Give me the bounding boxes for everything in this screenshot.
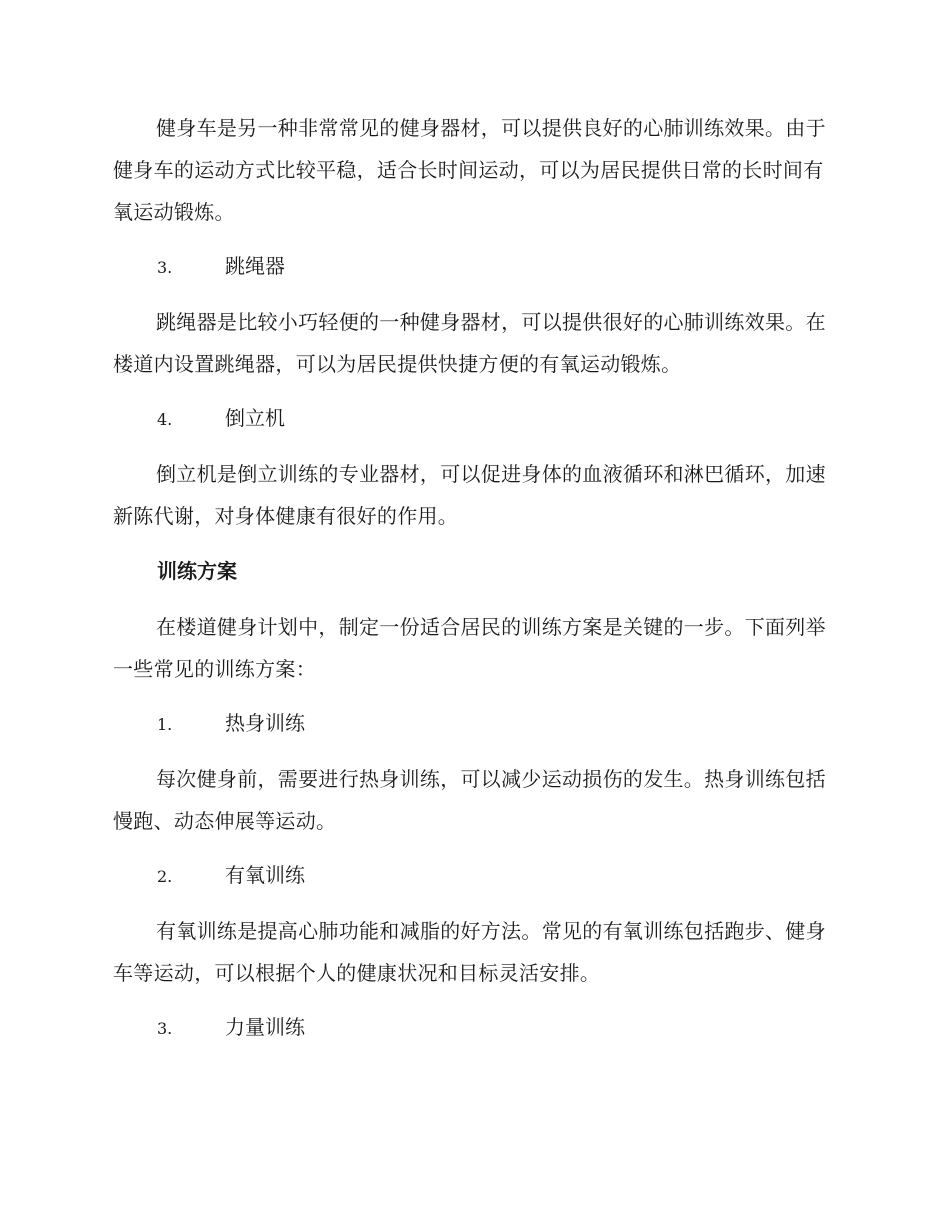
list-item-label: 跳绳器 bbox=[225, 254, 285, 278]
list-item-warmup bbox=[157, 708, 305, 740]
list-item-number: 3. bbox=[157, 258, 173, 277]
list-item-aerobic bbox=[157, 860, 305, 892]
list-item-inversion-table bbox=[157, 403, 285, 435]
paragraph-inversion-table: 倒立机是倒立训练的专业器材，可以促进身体的血液循环和淋巴循环，加速新陈代谢，对身体健康有很好的作用。 bbox=[113, 462, 826, 528]
list-item-number: 3. bbox=[157, 1019, 173, 1038]
list-item-jump-rope bbox=[157, 251, 285, 283]
list-item-label: 倒立机 bbox=[225, 406, 285, 430]
list-item-number: 2. bbox=[157, 867, 173, 886]
list-item-number: 4. bbox=[157, 410, 173, 429]
list-item-label: 力量训练 bbox=[225, 1015, 305, 1039]
paragraph-training-intro: 在楼道健身计划中，制定一份适合居民的训练方案是关键的一步。下面列举一些常见的训练方案： bbox=[113, 615, 826, 681]
paragraph-jump-rope: 跳绳器是比较小巧轻便的一种健身器材，可以提供很好的心肺训练效果。在楼道内设置跳绳器，可以为居民提供快捷方便的有氧运动锻炼。 bbox=[113, 310, 826, 376]
list-item-number: 1. bbox=[157, 715, 173, 734]
list-item-label: 有氧训练 bbox=[225, 863, 305, 887]
paragraph-warmup: 每次健身前，需要进行热身训练，可以减少运动损伤的发生。热身训练包括慢跑、动态伸展等运动。 bbox=[113, 767, 826, 833]
list-item-label: 热身训练 bbox=[225, 711, 305, 735]
paragraph-aerobic: 有氧训练是提高心肺功能和减脂的好方法。常见的有氧训练包括跑步、健身车等运动，可以根据个人的健康状况和目标灵活安排。 bbox=[113, 919, 826, 985]
list-item-strength bbox=[157, 1012, 305, 1044]
paragraph-exercise-bike: 健身车是另一种非常常见的健身器材，可以提供良好的心肺训练效果。由于健身车的运动方式比较平稳，适合长时间运动，可以为居民提供日常的长时间有氧运动锻炼。 bbox=[113, 116, 826, 224]
section-heading: 训练方案 bbox=[157, 559, 237, 583]
